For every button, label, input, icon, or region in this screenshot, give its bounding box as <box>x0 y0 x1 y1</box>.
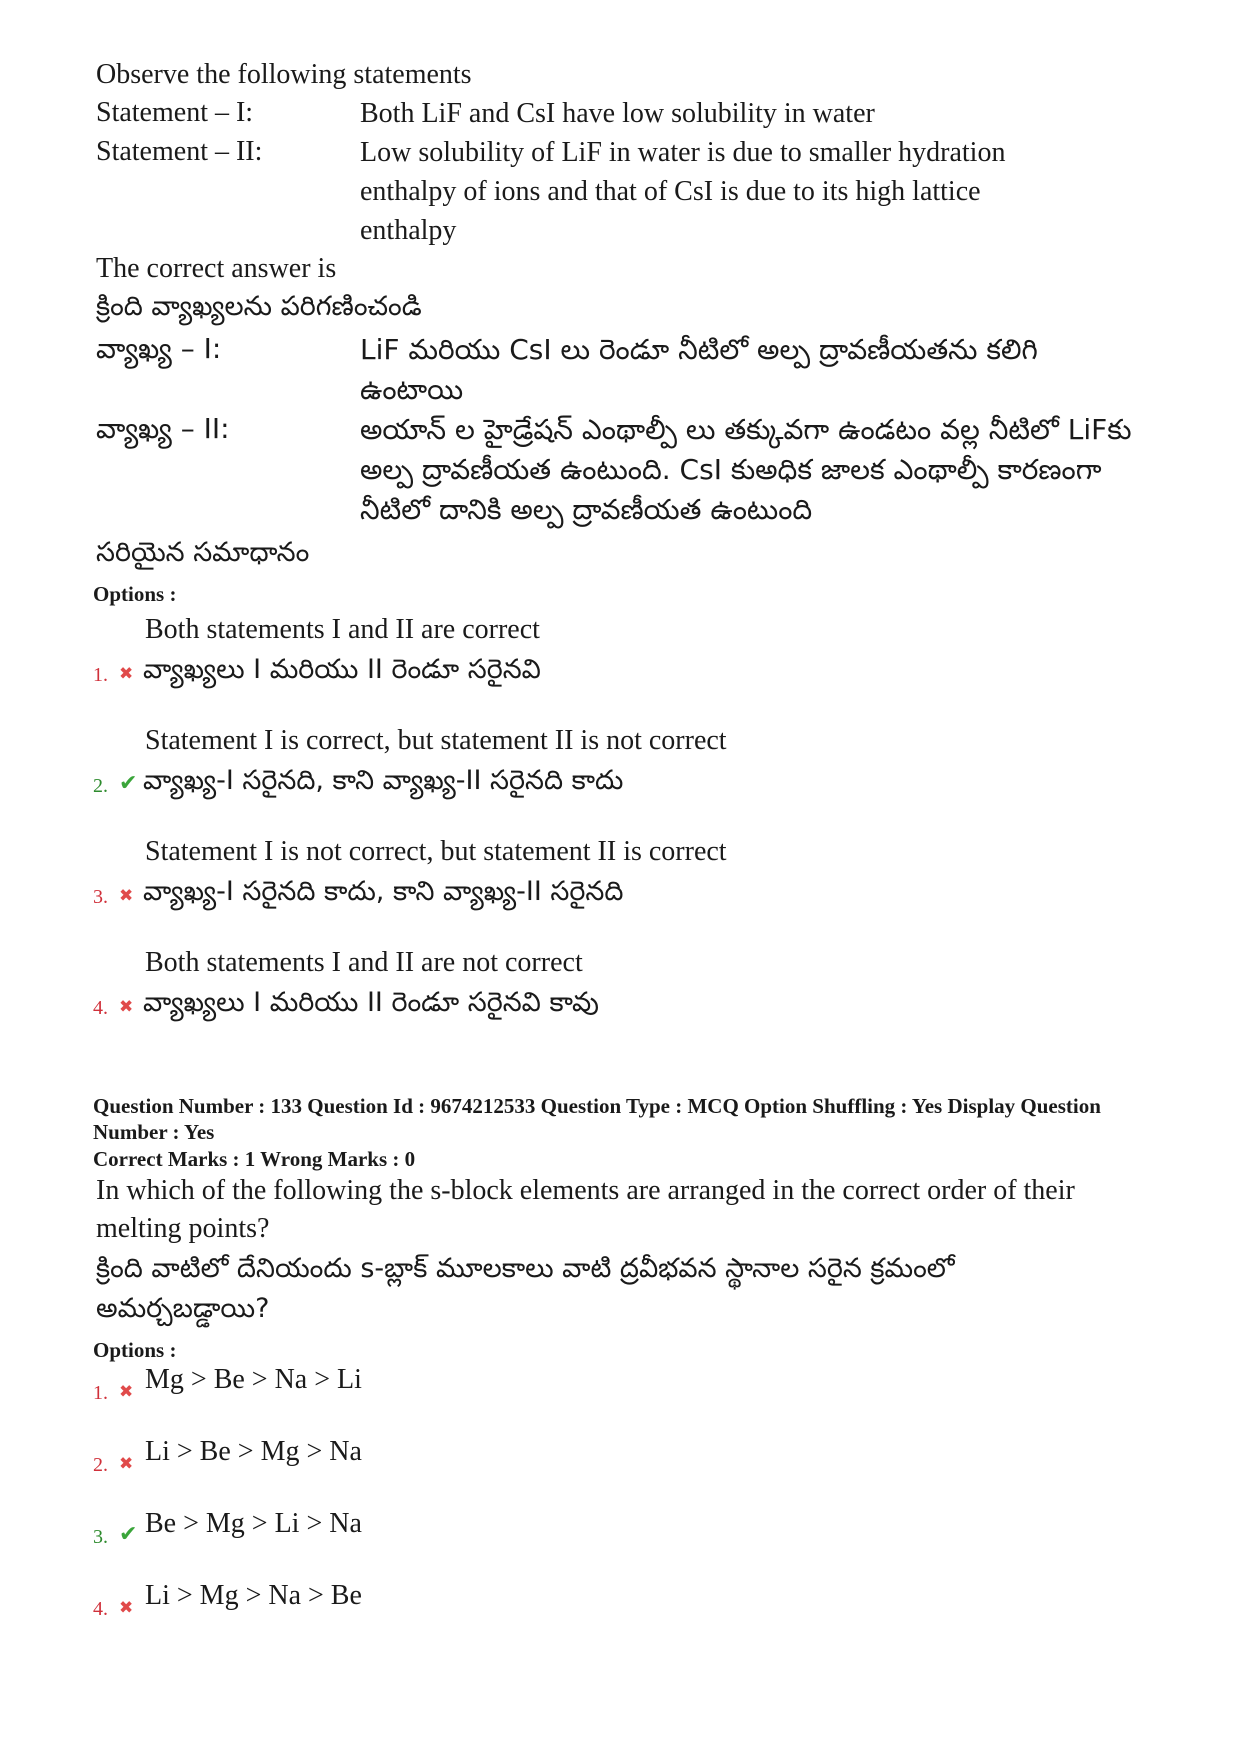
q132-stmt2-text-en: Low solubility of LiF in water is due to smaller hydration enthalpy of ions and that of CsI is due to its high lattice enthalpy <box>360 137 1006 246</box>
q133-meta-info: Question Number : 133 Question Id : 9674212533 Question Type : MCQ Option Shuffling : Yes Display Question Number : Yes <box>93 1094 1101 1144</box>
q133-option-2-number: 2. <box>93 1454 108 1476</box>
q132-stmt1-text-en: Both LiF and CsI have low solubility in water <box>360 98 875 129</box>
q132-option-1[interactable] <box>93 612 1143 692</box>
correct-check-icon: ✔ <box>119 771 138 796</box>
wrong-icon: ✖ <box>119 1598 134 1618</box>
wrong-icon: ✖ <box>119 1454 134 1474</box>
wrong-icon: ✖ <box>119 886 134 906</box>
q133-option-1-number: 1. <box>93 1382 108 1404</box>
q132-option-4-en: Both statements I and II are not correct <box>145 947 583 978</box>
q133-question-te: క్రింది వాటిలో దేనియందు s-బ్లాక్ మూలకాలు వాటి ద్రవీభవన స్థానాల సరైన క్రమంలో అమర్చబడ్డాయి? <box>96 1253 955 1324</box>
q132-option-3-en: Statement I is not correct, but statement II is correct <box>145 836 727 867</box>
q132-option-2-en: Statement I is correct, but statement II is not correct <box>145 725 727 756</box>
q132-option-2-te: వ్యాఖ్య-I సరైనది, కాని వ్యాఖ్య-II సరైనది కాదు <box>143 765 624 796</box>
q132-options-label: Options : <box>93 582 177 606</box>
q132-stmt2-label-te: వ్యాఖ్య – II: <box>96 412 230 445</box>
q132-correct-te: సరియైన సమాధానం <box>96 537 310 568</box>
wrong-icon: ✖ <box>119 997 134 1017</box>
q132-option-1-number: 1. <box>93 664 108 686</box>
q132-option-4-te: వ్యాఖ్యలు I మరియు II రెండూ సరైనవి కావు <box>143 987 599 1018</box>
q133-question-en: In which of the following the s-block elements are arranged in the correct order of their melting points? <box>96 1175 1075 1244</box>
q132-intro-te: క్రింది వ్యాఖ్యలను పరిగణించండి <box>96 291 422 322</box>
q132-option-2-number: 2. <box>93 775 108 797</box>
q132-stmt2-label-en: Statement – II: <box>96 136 263 167</box>
q132-option-2[interactable] <box>93 723 1143 803</box>
q133-option-4-text: Li > Mg > Na > Be <box>145 1580 362 1611</box>
q132-stmt2-text-te: అయాన్ ల హైడ్రేషన్ ఎంథాల్పీ లు తక్కువగా ఉండటం వల్ల నీటిలో LiFకు అల్ప ద్రావణీయత ఉంటుంది. CsI కుఅధిక జాలక ఎంథాల్పీ కారణంగా నీటిలో దానికి అల్ప ద్రావణీయత ఉంటుంది <box>360 413 1132 526</box>
q132-stmt1-label-en: Statement – I: <box>96 97 254 128</box>
q132-option-4[interactable] <box>93 945 1143 1025</box>
q132-stmt1-label-te: వ్యాఖ్య – I: <box>96 332 222 365</box>
q133-option-1-text: Mg > Be > Na > Li <box>145 1364 362 1395</box>
q132-option-1-en: Both statements I and II are correct <box>145 614 540 645</box>
q133-option-3-text: Be > Mg > Li > Na <box>145 1508 362 1539</box>
q132-correct-en: The correct answer is <box>96 253 337 284</box>
q133-option-4-number: 4. <box>93 1598 108 1620</box>
q133-option-2-text: Li > Be > Mg > Na <box>145 1436 362 1467</box>
q133-marks-info: Correct Marks : 1 Wrong Marks : 0 <box>93 1147 416 1171</box>
wrong-icon: ✖ <box>119 1382 134 1402</box>
correct-check-icon: ✔ <box>119 1522 138 1547</box>
q133-options-label: Options : <box>93 1338 177 1362</box>
q132-intro-en: Observe the following statements <box>96 59 472 90</box>
q132-option-3-number: 3. <box>93 886 108 908</box>
q133-option-4[interactable] <box>93 1578 1143 1628</box>
q133-option-3-number: 3. <box>93 1526 108 1548</box>
q132-option-4-number: 4. <box>93 997 108 1019</box>
q132-option-3[interactable] <box>93 834 1143 914</box>
q132-stmt1-text-te: LiF మరియు CsI లు రెండూ నీటిలో అల్ప ద్రావణీయతను కలిగి ఉంటాయి <box>360 333 1038 406</box>
wrong-icon: ✖ <box>119 664 134 684</box>
q132-option-3-te: వ్యాఖ్య-I సరైనది కాదు, కాని వ్యాఖ్య-II సరైనది <box>143 876 624 907</box>
q133-option-2[interactable] <box>93 1434 1143 1484</box>
q132-option-1-te: వ్యాఖ్యలు I మరియు II రెండూ సరైనవి <box>143 654 541 685</box>
q133-option-1[interactable] <box>93 1362 1143 1412</box>
q133-option-3[interactable] <box>93 1506 1143 1556</box>
